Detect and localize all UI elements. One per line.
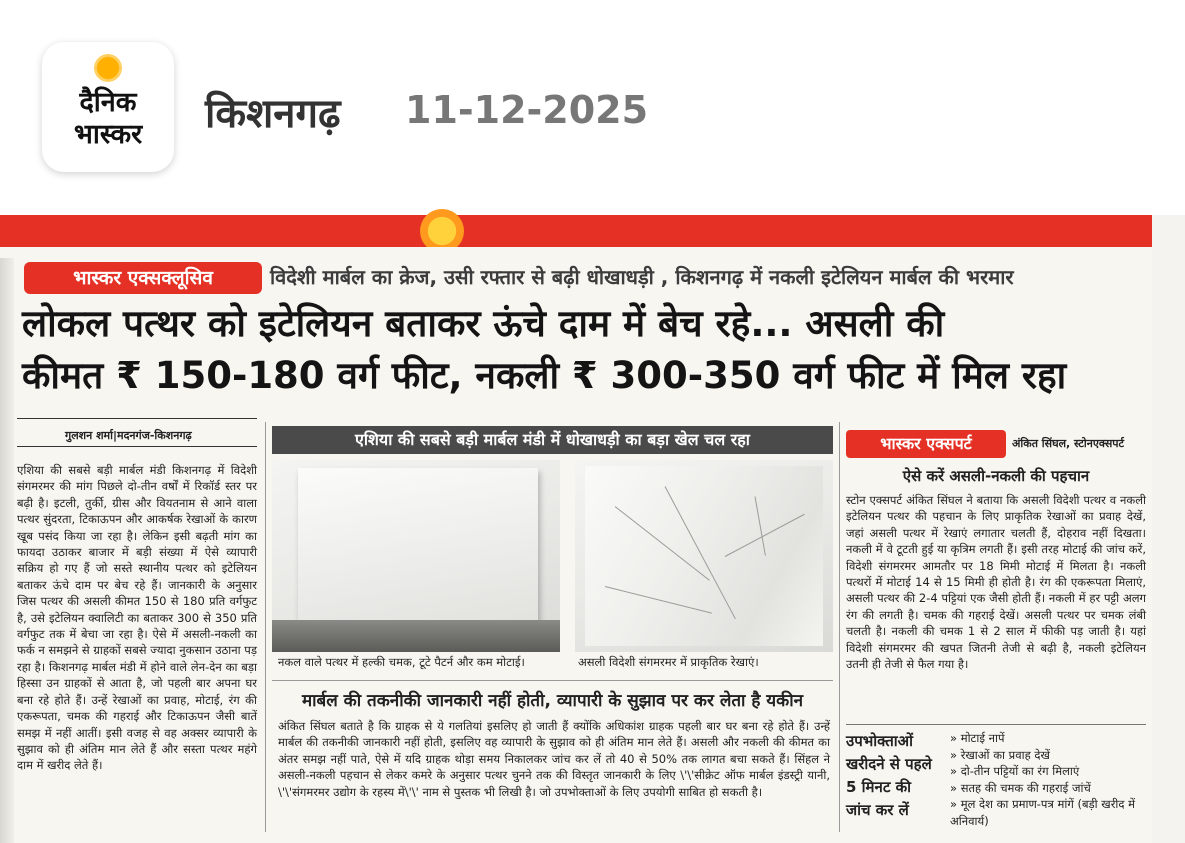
body-column-3: स्टोन एक्सपर्ट अंकित सिंघल ने बताया कि असली विदेशी पत्थर व नकली इटेलियन पत्थर की पहचान के लिए प्राकृतिक रेखाओं का प्रवाह देखें, जहां असली पत्थर में रेखाएं लगातार चलती हैं, दोहराव नहीं दिखता। नकली में वे टूटती हुई या कृत्रिम लगती हैं। इसी तरह मोटाई की जांच करें, विदेशी संगमरमर आमतौर पर 18 मिमी मोटाई में मिलता है। नकली पत्थरों में मोटाई 14 से 15 मिमी ही होती है। रंग की एकरूपता मिलाएं, असली पत्थर की 2-4 पट्टियां एक जैसी होती हैं। नकली में हर पट्टी अलग रंग की लगती है। चमक की गहराई देखें। असली पत्थर पर चमक लंबी चलती है। नकली की चमक 1 से 2 साल में फीकी पड़ जाती है। यहां विदेशी संगमरमर की खपत जितनी तेजी से बढ़ी है, नकली इटेलियन उतनी ही तेजी से फैल गया है। [846,493,1146,672]
section-rule [272,680,833,681]
headline-line2: कीमत ₹ 150-180 वर्ग फीट, नकली ₹ 300-350 वर्ग फीट में मिल रहा [22,354,1067,397]
body-column-1: एशिया की सबसे बड़ी मार्बल मंडी किशनगढ़ में विदेशी संगमरमर की मांग पिछले दो-तीन वर्षों में रिकॉर्ड स्तर पर बढ़ी है। इटली, तुर्की, ग्रीस और वियतनाम से आने वाला पत्थर सुंदरता, टिकाऊपन और आकर्षक रेखाओं के कारण खूब पसंद किया जा रहा है। लेकिन इसी बढ़ती मांग का फायदा उठाकर बाजार में बड़ी संख्या में ऐसे व्यापारी सक्रिय हो गए हैं जो सस्ते स्थानीय पत्थर को इटेलियन बताकर ऊंचे दाम पर बेच रहे हैं। जानकारी के अनुसार जिस पत्थर की असली कीमत 150 से 180 प्रति वर्गफुट है, उसे इटेलियन क्वालिटी का बताकर 300 से 350 प्रति वर्गफुट तक में बेचा जा रहा है। ऐसे में असली-नकली का फर्क न समझने से ग्राहकों सबसे ज्यादा नुकसान उठाना पड़ रहा है। किशनगढ़ मार्बल मंडी में होने वाले लेन-देन का बड़ा हिस्सा उन ग्राहकों से आता है, जो पहली बार अपना घर बना रहे होते हैं। उन्हें रेखाओं का प्रवाह, मोटाई, रंग की एकरूपता, चमक की गहराई और टिकाऊपन जैसी बातें समझ में नहीं आतीं। इसी वजह से वह अक्सर व्यापारी के सुझाव को ही अंतिम मान लेते हैं और सस्ता पत्थर महंगे दाम में खरीद लेते हैं। [17,463,257,773]
fake-marble-photo [272,460,560,652]
photo-section-title: एशिया की सबसे बड़ी मार्बल मंडी में धोखाधड़ी का बड़ा खेल चल रहा [272,426,833,454]
page-edge-shadow [0,258,14,843]
section-rule [846,724,1146,725]
byline: गुलशन शर्मा|मदनगंज-किशनगढ़ [65,429,192,442]
expert-name: अंकित सिंघल, स्टोनएक्सपर्ट [1012,437,1125,450]
list-item: » सतह की चमक की गहराई जांचें [950,780,1091,795]
photo-caption-1: नकल वाले पत्थर में हल्की चमक, टूटे पैटर्न और कम मोटाई। [278,655,525,669]
expert-tag: भास्कर एक्सपर्ट [846,430,1006,458]
column-rule [17,446,257,447]
subheading-3: ऐसे करें असली-नकली की पहचान [902,467,1090,485]
edition-date: 11-12-2025 [405,88,649,132]
logo-line2: भास्कर [73,119,143,150]
real-marble-photo [575,460,833,652]
edition-city: किशनगढ़ [205,91,341,137]
logo-line1: दैनिक [79,87,137,118]
list-item: » दो-तीन पट्टियों का रंग मिलाएं [950,764,1080,779]
article-headline [22,298,1152,402]
article-kicker: विदेशी मार्बल का क्रेज, उसी रफ्तार से बढ़ी धोखाधड़ी , किशनगढ़ में नकली इटेलियन मार्बल की भरमार [270,265,1014,289]
column-divider [839,422,840,832]
list-item: » रेखाओं का प्रवाह देखें [950,747,1050,762]
app-header [0,0,1185,215]
masthead-band [0,215,1152,247]
body-column-2: अंकित सिंघल बताते है कि ग्राहक से ये गलतियां इसलिए हो जाती हैं क्योंकि अधिकांश ग्राहक पहली बार घर बना रहे होते हैं। उन्हें मार्बल की तकनीकी जानकारी नहीं होती, इसलिए वह व्यापारी के सुझाव को ही अंतिम मान लेते हैं। असली और नकली की कीमत का अंतर समझ नहीं पाते, ऐसे में यदि ग्राहक थोड़ा समय निकालकर जांच कर लें तो 40 से 50% तक लागत बचा सकते हैं। सिंहल ने असली-नकली पहचान से लेकर कमरे के अनुसार पत्थर चुनने तक की विस्तृत जानकारी के लिए \'\'सीक्रेट ऑफ मार्बल इंडस्ट्री यानी, \'\'संगमरमर उद्योग के रहस्य में\'\' नाम से पुस्तक भी लिखी है। जो उपभोक्ताओं के लिए उपयोगी साबित हो सकती है। [278,719,830,799]
headline-line1: लोकल पत्थर को इटेलियन बताकर ऊंचे दाम में बेच रहे... असली की [22,302,945,345]
list-item: » मोटाई नापें [950,731,1005,745]
column-rule [17,418,257,419]
sun-icon [94,54,122,82]
tip-heading: उपभोक्ताओं खरीदने से पहले 5 मिनट की जांच कर लें [846,732,932,819]
column-divider [265,422,266,832]
subheading-2: मार्बल की तकनीकी जानकारी नहीं होती, व्यापारी के सुझाव पर कर लेता है यकीन [301,691,804,711]
list-item: » मूल देश का प्रमाण-पत्र मांगें (बड़ी खरीद में अनिवार्य) [950,797,1136,828]
tips-list [950,730,1150,830]
dainik-bhaskar-logo[interactable] [42,42,174,172]
photo-caption-2: असली विदेशी संगमरमर में प्राकृतिक रेखाएं। [578,655,759,669]
exclusive-tag: भास्कर एक्सक्लूसिव [24,262,262,294]
